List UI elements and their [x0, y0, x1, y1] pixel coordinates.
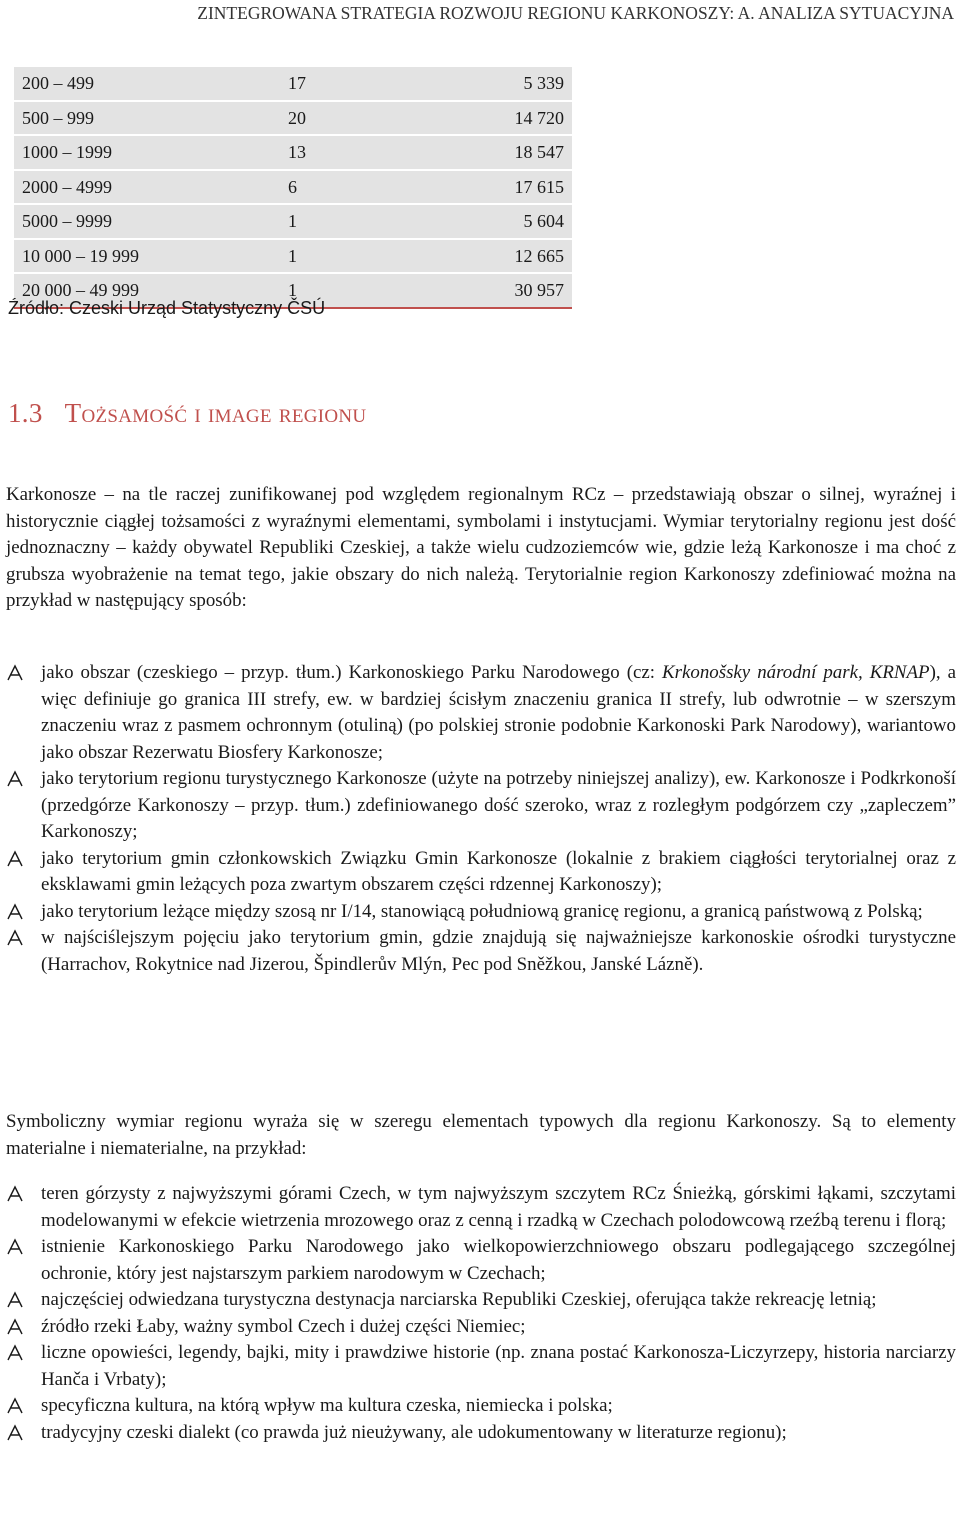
bullet-icon — [6, 1318, 24, 1336]
list-item-text-a: jako obszar (czeskiego – przyp. tłum.) Karkonoskiego Parku Narodowego (cz: — [41, 662, 663, 683]
symbolic-paragraph: Symboliczny wymiar regionu wyraża się w szeregu elementach typowych dla regionu Karkonoszy. Są to elementy materialne i niematerialne, na przykład: — [6, 1111, 956, 1159]
list-item — [6, 846, 956, 899]
intro-paragraph-block — [6, 482, 956, 615]
list-item — [6, 660, 956, 766]
running-header: ZINTEGROWANA STRATEGIA ROZWOJU REGIONU KARKONOSZY: A. ANALIZA SYTUACYJNA — [197, 3, 954, 23]
list-item-text: teren górzysty z najwyższymi górami Czech, w tym najwyższym szczytem RCz Śnieżką, górskimi łąkami, szczytami modelowanymi w efekcie wietrzenia mrozowego oraz z cenną i rzadką w Czechach polodowcową rzeźbą terenu i florą; — [41, 1183, 956, 1231]
population-cell: 5 604 — [416, 204, 572, 239]
table-row — [14, 170, 572, 205]
count-cell: 1 — [280, 273, 416, 308]
list-item — [6, 1181, 956, 1234]
section-title: Tożsamość i image regionu — [64, 398, 367, 428]
bullet-icon — [6, 850, 24, 868]
bullet-icon — [6, 1291, 24, 1309]
bullet-icon — [6, 1397, 24, 1415]
size-range-cell: 2000 – 4999 — [14, 170, 280, 205]
bullet-icon — [6, 1424, 24, 1442]
bullet-icon — [6, 1238, 24, 1256]
bullet-icon — [6, 1344, 24, 1362]
symbolic-elements-list — [6, 1181, 956, 1446]
list-item — [6, 1340, 956, 1393]
table-row — [14, 67, 572, 101]
population-cell: 14 720 — [416, 101, 572, 136]
list-item-text: jako terytorium regionu turystycznego Karkonosze (użyte na potrzeby niniejszej analizy), ew. Karkonosze i Podkrkonoší (przedgórze Karkonoszy – przyp. tłum.) zdefiniowanego dość szeroko, wraz z rozległym podgórzem czy „zapleczem” Karkonoszy; — [41, 768, 956, 842]
size-range-cell: 1000 – 1999 — [14, 135, 280, 170]
list-item-text: istnienie Karkonoskiego Parku Narodowego jako wielkopowierzchniowego obszaru podlegającego szczególnej ochronie, który jest najstarszym parkiem narodowym w Czechach; — [41, 1236, 956, 1284]
symbolic-paragraph-block — [6, 1109, 956, 1162]
list-item-text: specyficzna kultura, na którą wpływ ma kultura czeska, niemiecka i polska; — [41, 1395, 613, 1416]
size-range-cell: 10 000 – 19 999 — [14, 239, 280, 274]
list-item-text: jako terytorium leżące między szosą nr I/14, stanowiącą południową granicę regionu, a granicą państwową z Polską; — [41, 900, 923, 922]
list-item — [6, 1393, 956, 1420]
table-row — [14, 135, 572, 170]
list-item-text: jako terytorium gmin członkowskich Związku Gmin Karkonosze (lokalnie z brakiem ciągłości terytorialnej oraz z eksklawami gmin leżących poza zwartym obszarem części rdzennej Karkonoszy); — [41, 847, 956, 895]
bullet-icon — [6, 664, 24, 682]
territorial-definitions-list — [6, 660, 956, 978]
table-source: Źródło: Czeski Urząd Statystyczny ČSÚ — [8, 298, 326, 318]
count-cell: 1 — [280, 239, 416, 274]
population-cell: 5 339 — [416, 67, 572, 101]
size-range-cell: 500 – 999 — [14, 101, 280, 136]
list-item — [6, 766, 956, 846]
bullet-icon — [6, 903, 24, 921]
list-item-text: źródło rzeki Łaby, ważny symbol Czech i dużej części Niemiec; — [41, 1315, 526, 1337]
list-item-text-b: ), a więc definiuje go granica III strefy, ew. w bardziej ścisłym znaczeniu granica II strefy, lub odwrotnie – w szerszym znaczeniu wraz z pasmem ochronnym (otuliną) (po polskiej stronie podobnie Karkonoski Park Narodowy), wariantowo jako obszar Rezerwatu Biosfery Karkonosze; — [41, 662, 956, 763]
population-cell: 17 615 — [416, 170, 572, 205]
table-row — [14, 204, 572, 239]
table-row — [14, 101, 572, 136]
list-item-text: najczęściej odwiedzana turystyczna destynacja narciarska Republiki Czeskiej, oferująca także rekreację letnią; — [41, 1289, 877, 1310]
population-cell: 18 547 — [416, 135, 572, 170]
population-cell: 30 957 — [416, 273, 572, 308]
list-item — [6, 899, 956, 926]
population-cell: 12 665 — [416, 239, 572, 274]
bullet-icon — [6, 770, 24, 788]
list-item — [6, 1314, 956, 1341]
bullet-icon — [6, 929, 24, 947]
list-item — [6, 1420, 956, 1447]
count-cell: 20 — [280, 101, 416, 136]
count-cell: 17 — [280, 67, 416, 101]
list-item-text: tradycyjny czeski dialekt (co prawda już nieużywany, ale udokumentowany w literaturze regionu); — [41, 1421, 787, 1443]
list-item-text-em: Krkonošsky národní park, KRNAP — [662, 662, 930, 683]
table-row — [14, 239, 572, 274]
list-item — [6, 1287, 956, 1314]
size-range-cell: 5000 – 9999 — [14, 204, 280, 239]
count-cell: 13 — [280, 135, 416, 170]
list-item-text: w najściślejszym pojęciu jako terytorium gmin, gdzie znajdują się najważniejsze karkonoskie ośrodki turystyczne (Harrachov, Rokytnice nad Jizerou, Špindlerův Mlýn, Pec pod Sněžkou, Janské Lázně). — [41, 927, 956, 975]
size-range-cell: 200 – 499 — [14, 67, 280, 101]
size-range-cell: 20 000 – 49 999 — [14, 273, 280, 308]
section-number: 1.3 — [8, 398, 43, 428]
intro-paragraph: Karkonosze – na tle raczej zunifikowanej pod względem regionalnym RCz – przedstawiają obszar o silnej, wyraźnej i historycznie ciągłej tożsamości z wyraźnymi elementami, symbolami i instytucjami. Wymiar terytorialny regionu jest dość jednoznaczny – każdy obywatel Republiki Czeskiej, a także wielu cudzoziemców wie, gdzie leżą Karkonosze i ma choć z grubsza wyobrażenie na temat tego, jakie obszary do nich należą. Terytorialnie region Karkonoszy zdefiniować można na przykład w następujący sposób: — [6, 484, 956, 611]
statistics-table — [14, 67, 572, 309]
list-item-text: liczne opowieści, legendy, bajki, mity i prawdziwe historie (np. znana postać Karkonosza-Liczyrzepy, historia narciarzy Hanča i Vrbaty); — [41, 1342, 956, 1390]
list-item — [6, 1234, 956, 1287]
list-item — [6, 925, 956, 978]
count-cell: 6 — [280, 170, 416, 205]
count-cell: 1 — [280, 204, 416, 239]
section-heading — [8, 398, 366, 429]
bullet-icon — [6, 1185, 24, 1203]
